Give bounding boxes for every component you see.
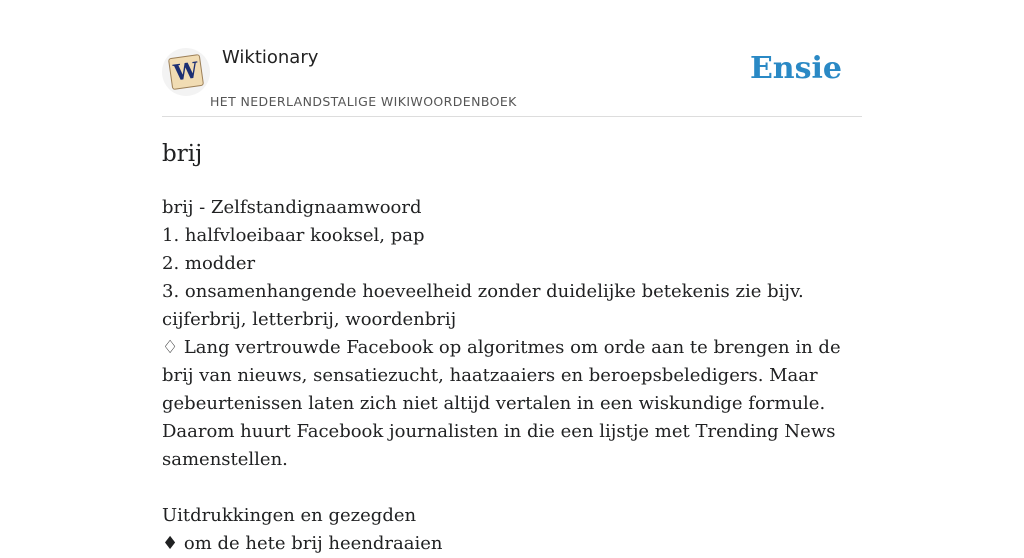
- site-name[interactable]: Wiktionary: [222, 47, 319, 68]
- expressions-heading: Uitdrukkingen en gezegden: [162, 505, 417, 526]
- sense-item: 2. modder: [162, 253, 256, 274]
- spacer: [162, 474, 866, 502]
- site-tagline: HET NEDERLANDSTALIGE WIKIWOORDENBOEK: [210, 94, 517, 109]
- ensie-brand-logo[interactable]: Ensie: [749, 51, 842, 86]
- entry-content: [162, 138, 866, 558]
- sense-item: 3. onsamenhangende hoeveelheid zonder duidelijke betekenis zie bijv. cijferbrij, letterbrij, woordenbrij: [162, 281, 804, 330]
- logo-tile: W: [168, 54, 204, 90]
- site-header: [162, 40, 862, 117]
- entry-heading: brij - Zelfstandignaamwoord: [162, 197, 422, 218]
- page-title: brij: [162, 141, 203, 167]
- definition-block: [162, 194, 866, 558]
- wiktionary-logo-icon[interactable]: [162, 48, 210, 96]
- sense-item: 1. halfvloeibaar kooksel, pap: [162, 225, 425, 246]
- example-sentence: ♢ Lang vertrouwde Facebook op algoritmes om orde aan te brengen in de brij van nieuws, sensatiezucht, haatzaaiers en beroepsbeledigers. Maar gebeurtenissen laten zich niet altijd vertalen in een wiskundige formule. Daarom huurt Facebook journalisten in die een lijstje met Trending News samenstellen.: [162, 337, 841, 470]
- expression-item: ♦ om de hete brij heendraaien: [162, 533, 443, 554]
